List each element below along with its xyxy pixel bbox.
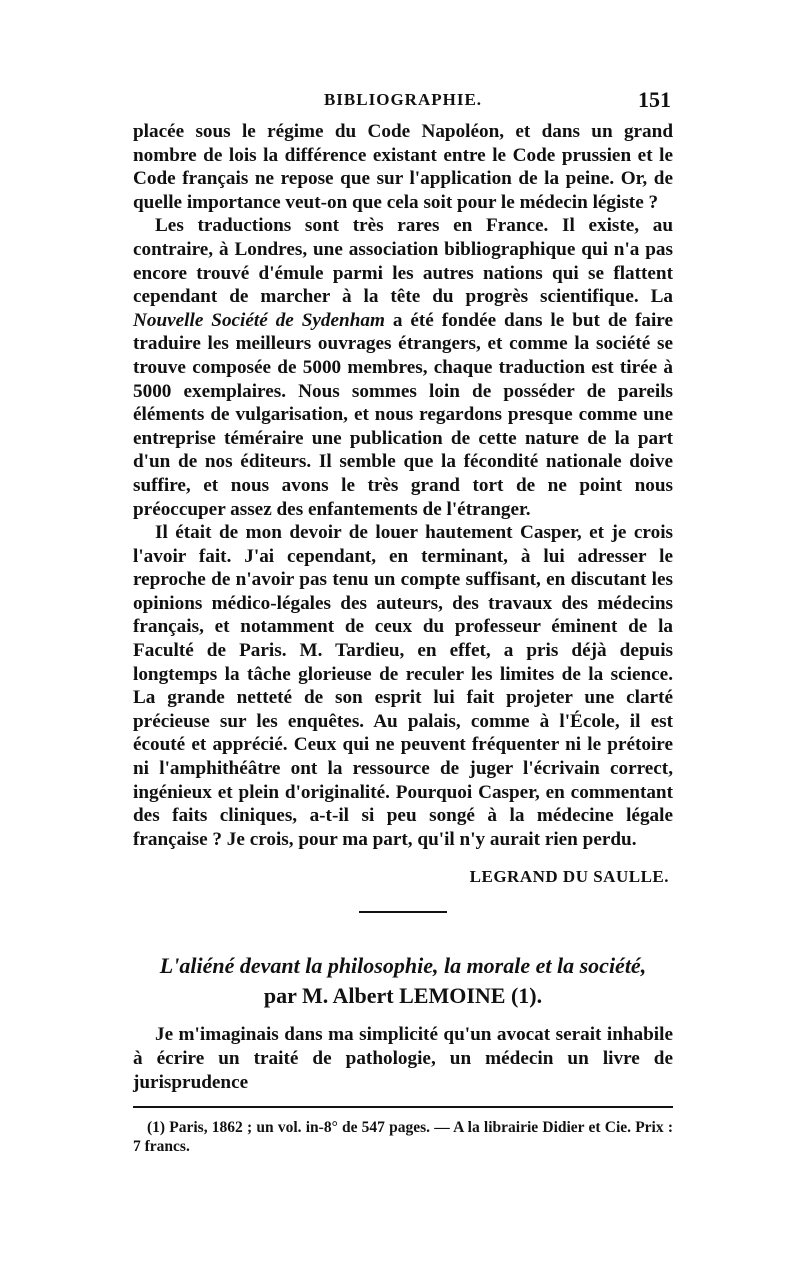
review-opening <box>133 1023 673 1094</box>
author-surname: LEMOINE <box>399 983 506 1009</box>
society-name: Nouvelle Société de Sydenham <box>133 309 385 331</box>
footnote-text: (1) Paris, 1862 ; un vol. in-8° de 547 pages. — A la librairie Didier et Cie. Prix : 7 francs. <box>133 1119 673 1156</box>
paragraph-3: Il était de mon devoir de louer hautement Casper, et je crois l'avoir fait. J'ai cependant, en terminant, à lui adresser le reproche de n'avoir pas tenu un compte suffisant, en discutant les opinions médico-légales des auteurs, des travaux des médecins français, et notamment de ceux du professeur éminent de la Faculté de Paris. M. Tardieu, en effet, a pris déjà depuis longtemps la tâche glorieuse de reculer les limites de la science. La grande netteté de son esprit lui fait projeter une clarté précieuse sur les enquêtes. Au palais, comme à l'École, il est écouté et apprécié. Ceux qui ne peuvent fréquenter ni le prétoire ni l'amphithéâtre ont la ressource de juger l'écrivain correct, ingénieux et plein d'originalité. Pourquoi Casper, en commentant des faits cliniques, a-t-il si peu songé à la médecine légale française ? Je crois, pour ma part, qu'il n'y aurait rien perdu. <box>133 522 673 850</box>
review-paragraph: Je m'imaginais dans ma simplicité qu'un avocat serait inhabile à écrire un traité de pathologie, un médecin un livre de jurisprudence <box>133 1024 673 1093</box>
footnote <box>133 1118 673 1156</box>
footnote-rule <box>133 1106 673 1108</box>
paragraph-2-part-2: a été fondée dans le but de faire traduire les meilleurs ouvrages étrangers, et comme la société se trouve composée de 5000 membres, chaque traduction est tirée à 5000 exemplaires. Nous sommes loin de posséder de pareils éléments de vulgarisation, et nous regardons presque comme une entreprise téméraire une publication de cette nature de la part d'un de nos éditeurs. Il semble que la fécondité nationale doive suffire, et nous avons le très grand tort de ne point nous préoccuper assez des enfantements de l'étranger. <box>133 309 673 520</box>
section-divider <box>359 911 447 913</box>
page-header <box>133 87 673 120</box>
review-body <box>133 120 673 851</box>
paragraph-1: placée sous le régime du Code Napoléon, et dans un grand nombre de lois la différence existant entre le Code prussien et le Code français ne repose que sur l'application de la peine. Or, de quelle importance veut-on que cela soit pour le médecin légiste ? <box>133 121 673 213</box>
author-signature: LEGRAND DU SAULLE. <box>469 867 669 887</box>
paragraph-2 <box>133 214 673 521</box>
page-number: 151 <box>638 87 671 112</box>
author-prefix: par M. Albert <box>263 983 400 1009</box>
book-page <box>133 87 673 1156</box>
footnote-reference: (1). <box>505 983 543 1009</box>
paragraph-2-part-1: Les traductions sont très rares en France. Il existe, au contraire, à Londres, une association bibliographique qui n'a pas encore trouvé d'émule parmi les autres nations qui se flattent cependant de marcher à la tête du progrès scientifique. La <box>133 215 673 308</box>
review-title: L'aliéné devant la philosophie, la morale et la société, <box>159 953 647 979</box>
review-author <box>133 981 673 1011</box>
running-title: BIBLIOGRAPHIE. <box>323 90 483 109</box>
